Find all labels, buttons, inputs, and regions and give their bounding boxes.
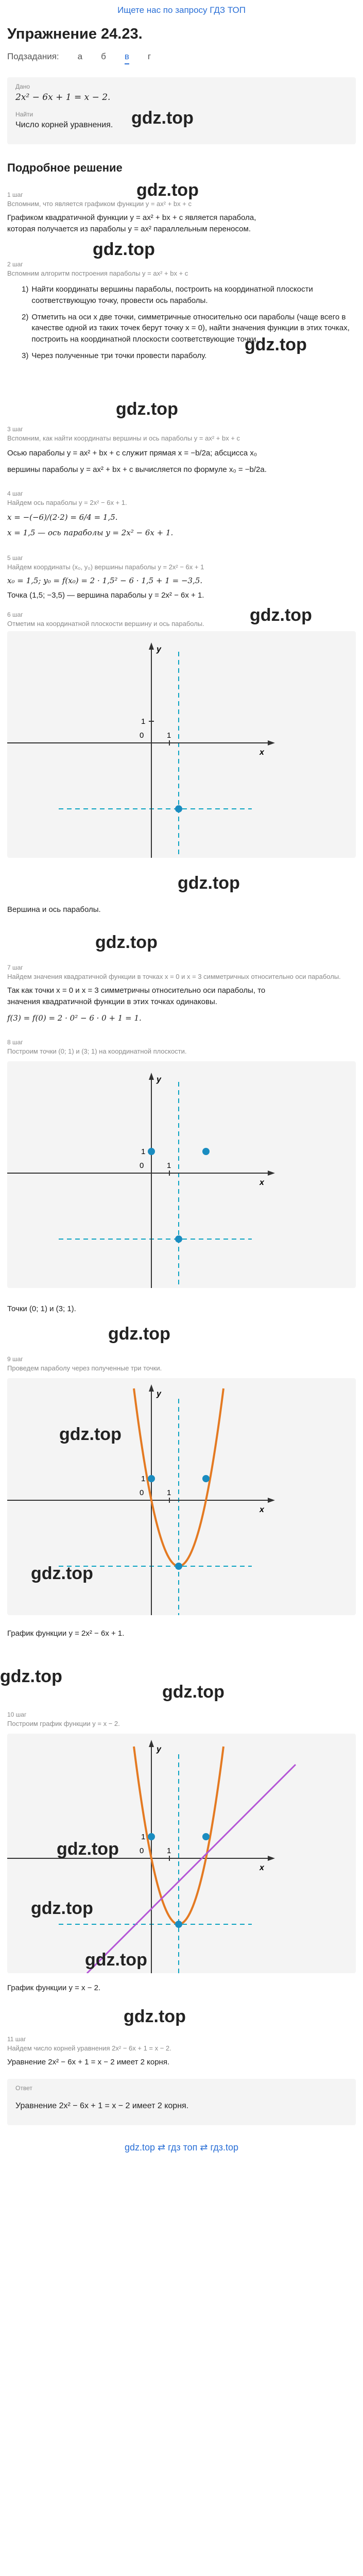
graph-1-svg <box>7 631 356 858</box>
step-tag: 8 шаг <box>7 1039 23 1046</box>
watermark: gdz.top <box>131 108 194 128</box>
y-arrow <box>149 1073 154 1080</box>
origin-label: 0 <box>140 1846 144 1855</box>
x-label: x <box>260 1863 264 1872</box>
detail-title: Подробное решение <box>7 161 123 174</box>
step-7 <box>7 963 356 1024</box>
point-0-1 <box>148 1475 155 1482</box>
step-text: вершины параболы y = ax² + bx + c вычисляется по формуле x₀ = −b/2a. <box>7 465 267 474</box>
step-note: Построим точки (0; 1) и (3; 1) на координатной плоскости. <box>7 1047 187 1056</box>
step-math: f(3) = f(0) = 2 · 0² − 6 · 0 + 1 = 1. <box>7 1013 142 1023</box>
subtask-v[interactable]: в <box>125 50 129 64</box>
y-one-label: 1 <box>141 1833 146 1841</box>
watermark: gdz.top <box>178 873 240 893</box>
step-8 <box>7 1038 356 1057</box>
vertex-point <box>175 1921 182 1928</box>
graph-2 <box>7 1061 356 1288</box>
step-text: Так как точки x = 0 и x = 3 симметричны относительно оси параболы, то <box>7 986 266 995</box>
step-tag: 2 шаг <box>7 261 23 268</box>
algo-item-3: Через полученные три точки провести параболу. <box>31 351 207 360</box>
caption-4: График функции y = x − 2. <box>7 1984 101 1992</box>
graph-1 <box>7 631 356 858</box>
step-tag: 5 шаг <box>7 554 23 562</box>
step-tag: 3 шаг <box>7 426 23 433</box>
point-0-1 <box>148 1148 155 1155</box>
subtask-tabs <box>7 50 151 64</box>
y-label: y <box>157 645 161 654</box>
watermark: gdz.top <box>31 1564 93 1583</box>
step-text: которая получается из параболы y = ax² параллельным переносом. <box>7 224 251 233</box>
point-3-1 <box>202 1833 210 1840</box>
y-label: y <box>157 1745 161 1754</box>
step-note: Найдем координаты (x₀, y₀) вершины параболы y = 2x² − 6x + 1 <box>7 563 204 571</box>
find-tag: Найти <box>15 111 33 118</box>
watermark: gdz.top <box>162 1682 224 1702</box>
x-one-label: 1 <box>167 1161 171 1170</box>
y-arrow <box>149 1740 154 1747</box>
step-text: Уравнение 2x² − 6x + 1 = x − 2 имеет 2 корня. <box>7 2058 170 2067</box>
step-note: Вспомним, что является графиком функции y = ax² + bx + c <box>7 200 192 208</box>
list-item: 1) Найти координаты вершины параболы, построить на координатной плоскости соответствующую точку, провести ось параболы. <box>22 284 356 307</box>
step-11 <box>7 2035 356 2068</box>
step-tag: 9 шаг <box>7 1355 23 1363</box>
answer-card <box>7 2079 356 2125</box>
watermark: gdz.top <box>245 335 307 354</box>
answer-text: Уравнение 2x² − 6x + 1 = x − 2 имеет 2 корня. <box>15 2102 189 2111</box>
x-label: x <box>260 748 264 757</box>
graph-2-svg <box>7 1061 356 1288</box>
caption-3: График функции y = 2x² − 6x + 1. <box>7 1629 125 1638</box>
watermark: gdz.top <box>93 240 155 259</box>
step-math: x = 1,5 — ось параболы y = 2x² − 6x + 1. <box>7 528 174 537</box>
x-label: x <box>260 1178 264 1187</box>
given-equation: 2x² − 6x + 1 = x − 2. <box>15 92 111 103</box>
x-arrow <box>268 1856 275 1861</box>
step-math: x₀ = 1,5; y₀ = f(x₀) = 2 · 1,5² − 6 · 1,5 + 1 = −3,5. <box>7 576 203 586</box>
y-label: y <box>157 1075 161 1084</box>
step-text: Графиком квадратичной функции y = ax² + bx + c является парабола, <box>7 213 256 223</box>
find-text: Число корней уравнения. <box>15 121 113 130</box>
step-tag: 11 шаг <box>7 2036 26 2043</box>
top-search-link[interactable]: Ищете нас по запросу ГДЗ ТОП <box>117 5 246 15</box>
step-4 <box>7 489 356 539</box>
step-text: значения квадратичной функции в этих точках одинаковы. <box>7 997 217 1006</box>
watermark: gdz.top <box>95 933 158 952</box>
y-label: y <box>157 1389 161 1398</box>
step-text: Точка (1,5; −3,5) — вершина параболы y = 2x² − 6x + 1. <box>7 590 204 600</box>
x-arrow <box>268 740 275 745</box>
step-9 <box>7 1355 356 1374</box>
page-title: Упражнение 24.23. <box>7 26 143 42</box>
step-note: Отметим на координатной плоскости вершину и ось параболы. <box>7 620 204 628</box>
step-text: Осью параболы y = ax² + bx + c служит прямая x = −b/2a; абсцисса x₀ <box>7 449 257 458</box>
bottom-links[interactable]: gdz.top ⇄ гдз топ ⇄ гдз.top <box>124 2142 239 2153</box>
watermark: gdz.top <box>57 1839 119 1859</box>
step-note: Вспомним алгоритм построения параболы y = ax² + bx + c <box>7 269 188 278</box>
step-3 <box>7 425 356 476</box>
line-y-x-minus-2 <box>87 1765 296 1973</box>
step-note: Вспомним, как найти координаты вершины и ось параболы y = ax² + bx + c <box>7 434 240 443</box>
vertex-point <box>175 1563 182 1570</box>
subtask-label: Подзадания: <box>7 52 59 61</box>
origin-label: 0 <box>140 1488 144 1497</box>
vertex-point <box>175 1235 182 1243</box>
step-tag: 6 шаг <box>7 611 23 618</box>
origin-label: 0 <box>140 1161 144 1170</box>
step-tag: 1 шаг <box>7 191 23 198</box>
step-note: Найдем значения квадратичной функции в точках x = 0 и x = 3 симметричных относительно оси параболы. <box>7 973 341 981</box>
point-3-1 <box>202 1475 210 1482</box>
watermark: gdz.top <box>59 1425 122 1444</box>
y-one-label: 1 <box>141 717 146 726</box>
vertex-point <box>175 805 182 812</box>
watermark: gdz.top <box>85 1950 147 1970</box>
subtask-g[interactable]: г <box>147 52 151 61</box>
point-3-1 <box>202 1148 210 1155</box>
watermark: gdz.top <box>108 1324 170 1344</box>
origin-label: 0 <box>140 731 144 740</box>
x-arrow <box>268 1171 275 1176</box>
step-5 <box>7 554 356 601</box>
step-1 <box>7 191 356 235</box>
list-item: 3) Через полученные три точки провести параболу. <box>22 350 356 362</box>
watermark: gdz.top <box>124 2007 186 2026</box>
point-0-1 <box>148 1833 155 1840</box>
subtask-a[interactable]: а <box>77 52 83 61</box>
step-10 <box>7 1710 356 1729</box>
caption-1: Вершина и ось параболы. <box>7 905 101 914</box>
x-one-label: 1 <box>167 1846 171 1855</box>
step-math: x = −(−6)/(2·2) = 6/4 = 1,5. <box>7 513 118 522</box>
algo-item-2: Отметить на оси x две точки, симметричные относительно оси параболы (чаще всего в качестве одной из таких точек берут точку x = 0), найти значения функции в этих точках, построить на координатной плоскости соответствующие точки. <box>31 312 350 344</box>
y-one-label: 1 <box>141 1147 146 1156</box>
x-one-label: 1 <box>167 731 171 740</box>
step-note: Проведем параболу через полученные три точки. <box>7 1364 162 1372</box>
watermark: gdz.top <box>250 605 312 625</box>
y-arrow <box>149 642 154 650</box>
step-tag: 4 шаг <box>7 490 23 497</box>
answer-tag: Ответ <box>15 2084 32 2092</box>
step-tag: 7 шаг <box>7 964 23 971</box>
y-arrow <box>149 1384 154 1392</box>
step-note: Найдем число корней уравнения 2x² − 6x + 1 = x − 2. <box>7 2044 171 2053</box>
subtask-b[interactable]: б <box>101 52 106 61</box>
step-tag: 10 шаг <box>7 1711 27 1718</box>
step-note: Найдем ось параболы y = 2x² − 6x + 1. <box>7 499 127 507</box>
x-label: x <box>260 1505 264 1514</box>
watermark: gdz.top <box>136 180 199 200</box>
y-one-label: 1 <box>141 1475 146 1483</box>
step-note: Построим график функции y = x − 2. <box>7 1720 120 1728</box>
x-one-label: 1 <box>167 1488 171 1497</box>
caption-2: Точки (0; 1) и (3; 1). <box>7 1304 76 1313</box>
watermark: gdz.top <box>116 399 178 419</box>
x-arrow <box>268 1498 275 1503</box>
given-tag: Дано <box>15 83 30 90</box>
watermark: gdz.top <box>31 1899 93 1918</box>
algo-item-1: Найти координаты вершины параболы, построить на координатной плоскости соответствующую точку, провести ось параболы. <box>31 285 313 305</box>
list-item: 2) Отметить на оси x две точки, симметричные относительно оси параболы (чаще всего в качестве одной из таких точек берут точку x = 0), найти значения функции в этих точках, построить на координатной плоскости соответствующие точки. <box>22 312 356 345</box>
watermark: gdz.top <box>0 1667 62 1686</box>
